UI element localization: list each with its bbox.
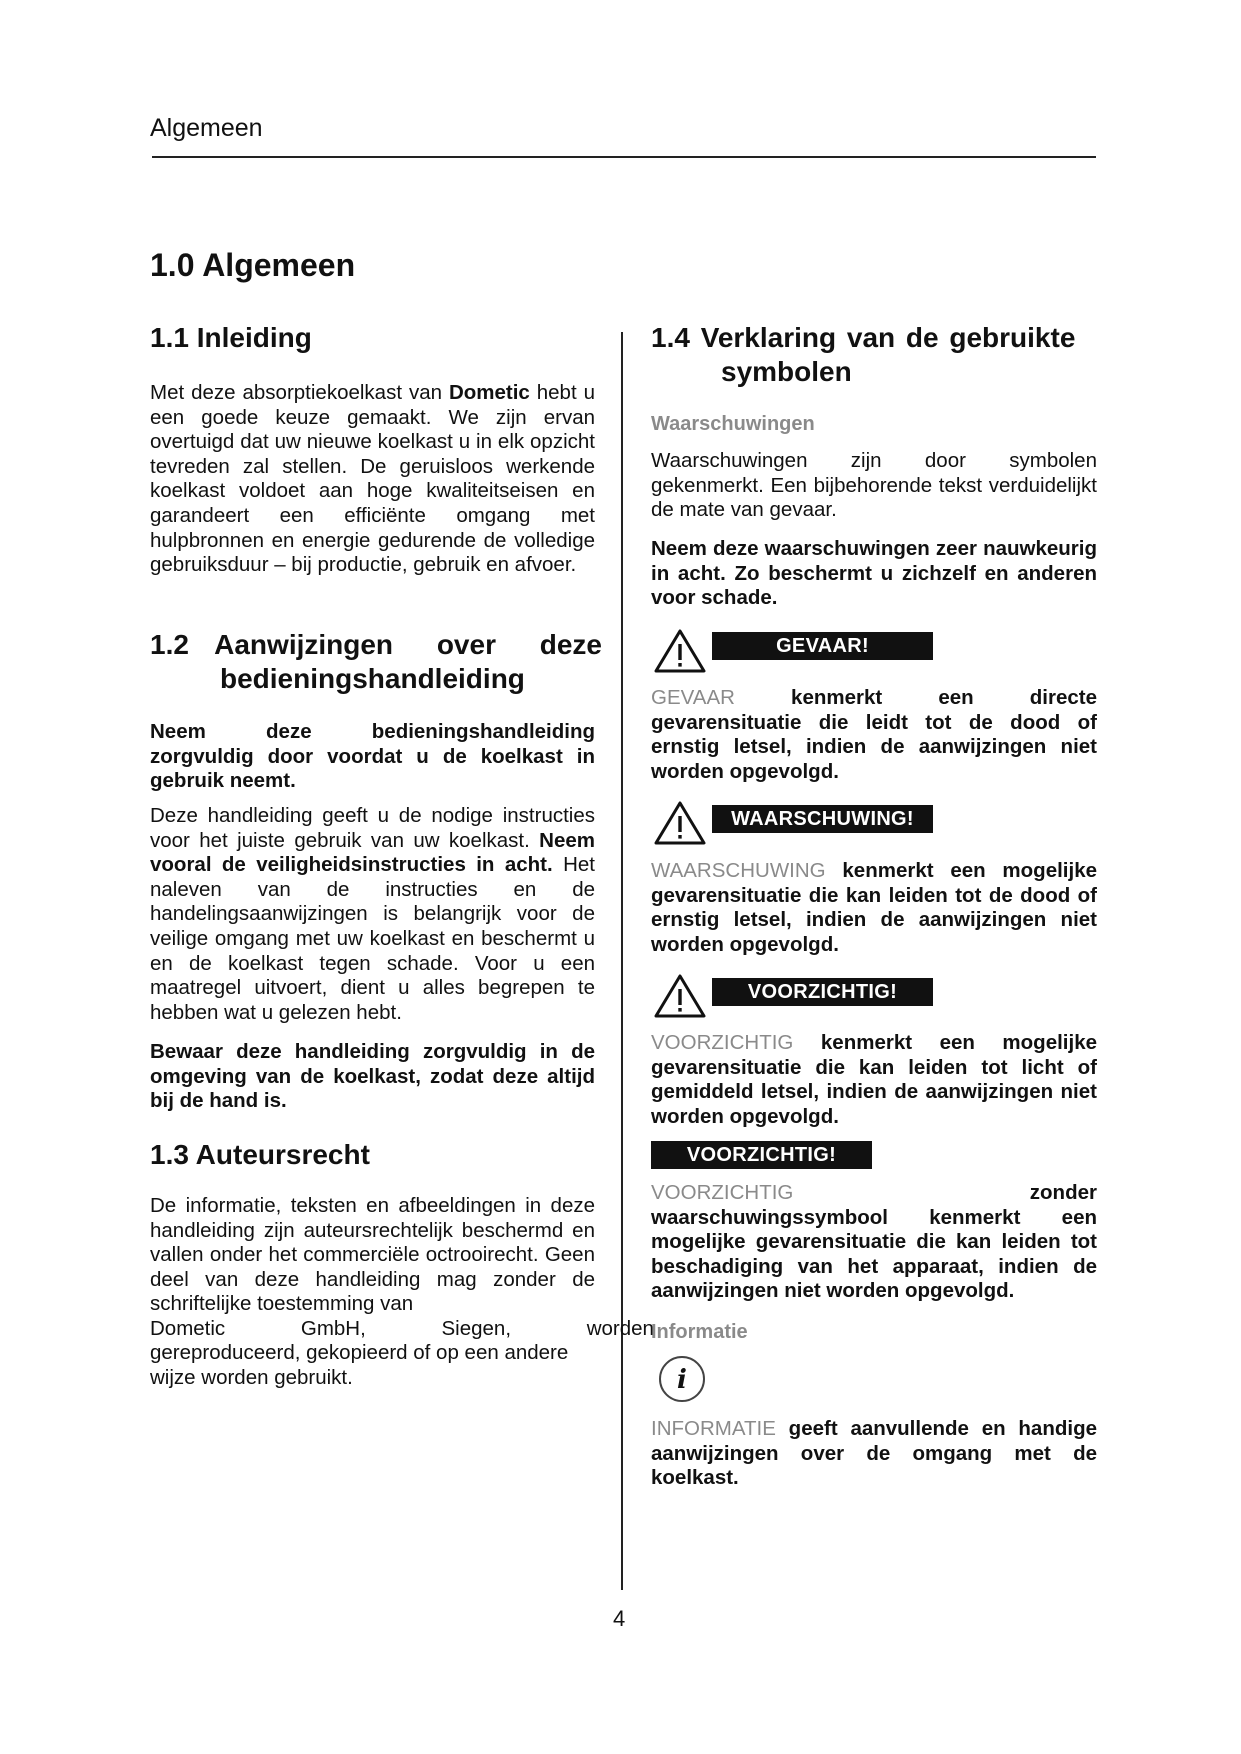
warning-triangle-icon (654, 974, 706, 1018)
page-number: 4 (613, 1606, 626, 1631)
warning-triangle-icon (654, 629, 706, 673)
section-1-4-heading: 1.4 Verklaring van de gebruikte symbolen (651, 322, 1076, 387)
voorzichtig-badge: VOORZICHTIG! (712, 978, 933, 1006)
section-1-2-heading (150, 628, 602, 696)
warnings-bold-paragraph: Neem deze waarschuwingen zeer nauwkeurig in acht. Zo beschermt u zichzelf en anderen voor schade. (651, 537, 1097, 610)
section-1-3-paragraph: De informatie, teksten en afbeeldingen in deze handleiding zijn auteursrechtelijk beschermd en vallen onder het commerciële octrooirecht. Geen deel van deze handleiding mag zonder de schriftelijke toestemming van (150, 1194, 595, 1316)
section-1-1-paragraph: Met deze absorptiekoelkast van Dometic hebt u een goede keuze gemaakt. We zijn ervan overtuigd dat uw nieuwe koelkast u in elk opzicht tevreden zal stellen. De geruisloos werkende koelkast voldoet aan hoge kwaliteitseisen en garandeert een efficiënte omgang met hulpbronnen en energie gedurende de volledige gebruiksduur – bij productie, gebruik en afvoer. (150, 381, 595, 577)
section-1-3-spread-line: Dometic GmbH, Siegen, worden (150, 1317, 654, 1340)
warning-triangle-icon (654, 801, 706, 845)
voorzichtig-no-symbol-badge: VOORZICHTIG! (651, 1141, 872, 1169)
informatie-subheading: Informatie (651, 1321, 748, 1343)
warnings-paragraph: Waarschuwingen zijn door symbolen gekenmerkt. Een bijbehorende tekst verduidelijkt de mate van gevaar. (651, 449, 1097, 522)
header-rule (152, 156, 1096, 158)
waarschuwing-badge: WAARSCHUWING! (712, 805, 933, 833)
voorzichtig-no-symbol-description: VOORZICHTIG zonder waarschuwingssymbool kenmerkt een mogelijke gevarensituatie die kan leiden tot beschadiging van het apparaat, indien de aanwijzingen niet worden opgevolgd. (651, 1181, 1097, 1303)
svg-text:i: i (677, 1365, 687, 1395)
chapter-title: 1.0 Algemeen (150, 247, 356, 283)
section-1-3-paragraph-end: gereproduceerd, gekopieerd of op een andere wijze worden gebruikt. (150, 1341, 569, 1389)
waarschuwing-description: WAARSCHUWING kenmerkt een mogelijke gevarensituatie die kan leiden tot de dood of ernstig letsel, indien de aanwijzingen niet worden opgevolgd. (651, 859, 1097, 956)
section-1-1-heading: 1.1 Inleiding (150, 322, 312, 353)
voorzichtig-description: VOORZICHTIG kenmerkt een mogelijke gevarensituatie die kan leiden tot licht of gemiddeld letsel, indien de aanwijzingen niet worden opgevolgd. (651, 1031, 1097, 1128)
section-1-2-bold-outro: Bewaar deze handleiding zorgvuldig in de omgeving van de koelkast, zodat deze altijd bij de hand is. (150, 1040, 595, 1113)
section-1-3-heading: 1.3 Auteursrecht (150, 1139, 370, 1170)
info-icon (658, 1355, 706, 1403)
section-1-2-heading-line2: bedieningshandleiding (220, 663, 525, 694)
section-1-2-heading-line1: 1.2 Aanwijzingen over deze (150, 629, 602, 660)
informatie-description: INFORMATIE geeft aanvullende en handige aanwijzingen over de omgang met de koelkast. (651, 1417, 1097, 1490)
gevaar-badge: GEVAAR! (712, 632, 933, 660)
gevaar-description: GEVAAR kenmerkt een directe gevarensituatie die leidt tot de dood of ernstig letsel, indien de aanwijzingen niet worden opgevolgd. (651, 686, 1097, 783)
column-divider (621, 332, 623, 1590)
section-1-2-paragraph: Deze handleiding geeft u de nodige instructies voor het juiste gebruik van uw koelkast. Neem vooral de veiligheidsinstructies in acht. Het naleven van de instructies en de handelingsaanwijzingen is belangrijk voor de veilige omgang met uw koelkast en beschermt u en de koelkast tegen schade. Voor u een maatregel uitvoert, dient u alles begrepen te hebben wat u gelezen hebt. (150, 804, 595, 1024)
running-header: Algemeen (150, 114, 263, 142)
section-1-2-bold-intro: Neem deze bedieningshandleiding zorgvuldig door voordat u de koelkast in gebruik neemt. (150, 720, 595, 793)
warnings-subheading: Waarschuwingen (651, 413, 815, 435)
